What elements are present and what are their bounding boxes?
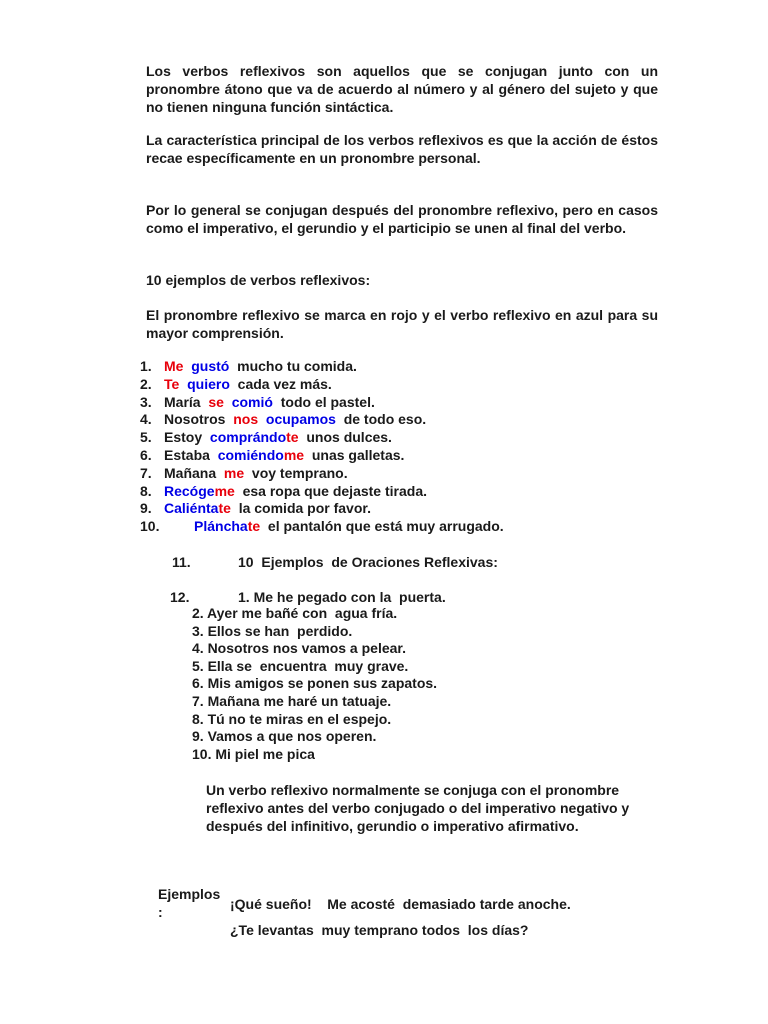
example-text (194, 518, 504, 536)
list-item: 8. Tú no te miras en el espejo. (192, 710, 392, 727)
example-item (140, 500, 700, 518)
list-item: 2. Ayer me bañé con agua fría. (192, 605, 398, 621)
example-fragment: voy temprano. (244, 464, 348, 481)
ejemplos-label: Ejemplos (158, 886, 221, 902)
list-item: 10. Mi piel me pica (192, 745, 315, 762)
item-11-number: 11. (172, 554, 191, 570)
reflexive-pronoun: me (283, 446, 305, 463)
example-fragment: María (164, 393, 209, 410)
example-text (164, 394, 375, 412)
example-number: 9. (140, 500, 152, 517)
example-fragment: Estaba (164, 446, 218, 463)
examples-heading: 10 ejemplos de verbos reflexivos: (146, 272, 371, 288)
example-item (140, 376, 700, 394)
reflexive-pronoun: te (218, 500, 231, 517)
example-fragment (224, 394, 232, 410)
reflexive-pronoun: Me (164, 358, 184, 374)
item-12-sentence: 1. Me he pegado con la puerta. (238, 589, 446, 605)
reflexive-verb-examples-list (140, 358, 700, 536)
example-number: 8. (140, 482, 152, 499)
example-fragment: mucho tu comida. (229, 358, 357, 374)
example-item (140, 518, 700, 536)
list-item: 4. Nosotros nos vamos a pelear. (192, 640, 406, 657)
example-fragment: Nosotros (164, 411, 234, 428)
reflexive-verb: Recóge (164, 482, 215, 499)
list-item: 5. Ella se encuentra muy grave. (192, 657, 409, 674)
example-fragment (258, 411, 266, 427)
example-number: 10. (140, 518, 160, 535)
list-item: 3. Ellos se han perdido. (192, 622, 353, 639)
list-item: 6. Mis amigos se ponen sus zapatos. (192, 675, 438, 692)
example-fragment: unas galletas. (304, 446, 405, 463)
reflexive-verb: gustó (191, 358, 230, 374)
reflexive-sentences-list (192, 605, 437, 781)
reflexive-verb: quiero (187, 375, 230, 392)
example-item (140, 394, 700, 412)
example-item (140, 429, 700, 447)
example-item (140, 483, 700, 501)
reflexive-verb: comiéndo (217, 446, 284, 463)
reflexive-verb: comió (231, 393, 273, 410)
example-fragment: Mañana (164, 464, 224, 481)
reflexive-pronoun: te (247, 518, 261, 535)
example-fragment (179, 376, 187, 392)
example-text (164, 483, 427, 501)
example-text (164, 465, 348, 483)
list-item: 7. Mañana me haré un tatuaje. (192, 692, 392, 709)
paragraph-color-legend: El pronombre reflexivo se marca en rojo y el verbo reflexivo en azul para su mayor comprensión. (146, 307, 658, 341)
example-fragment: esa ropa que dejaste tirada. (234, 482, 427, 499)
example-text (164, 447, 404, 465)
reflexive-pronoun: nos (233, 411, 259, 428)
example-number: 5. (140, 429, 152, 446)
conjugation-note: Un verbo reflexivo normalmente se conjuga con el pronombre reflexivo antes del verbo conjugado o del imperativo negativo y después del infinitivo, gerundio o imperativo afirmativo. (206, 782, 630, 834)
example-fragment: todo el pastel. (272, 393, 375, 410)
example-number: 2. (140, 375, 152, 392)
ejemplos-label-colon: : (158, 904, 163, 920)
example-fragment: la comida por favor. (230, 500, 371, 517)
item-12-number: 12. (170, 589, 190, 605)
reflexive-pronoun: me (223, 464, 245, 481)
example-text (164, 358, 357, 376)
reflexive-pronoun: Te (164, 375, 180, 392)
paragraph-definition: Los verbos reflexivos son aquellos que se conjugan junto con un pronombre átono que va de acuerdo al número y al género del sujeto y que no tienen ninguna función sintáctica. (146, 63, 658, 115)
reflexive-pronoun: te (286, 429, 299, 446)
list-item (192, 763, 437, 781)
paragraph-general-rule: Por lo general se conjugan después del pronombre reflexivo, pero en casos como el imperativo, el gerundio y el participio se unen al final del verbo. (146, 202, 658, 236)
paragraph-main-feature: La característica principal de los verbos reflexivos es que la acción de éstos recae específicamente en un pronombre personal. (146, 132, 658, 166)
list-item: 9. Vamos a que nos operen. (192, 728, 377, 745)
example-fragment: el pantalón que está muy arrugado. (260, 518, 504, 535)
example-text (164, 411, 426, 429)
reflexive-pronoun: me (214, 482, 235, 499)
example-fragment: Estoy (164, 429, 210, 446)
reflexive-verb: Caliénta (164, 500, 219, 517)
example-number: 7. (140, 464, 152, 481)
example-sentence-1: ¡Qué sueño! Me acosté demasiado tarde anoche. (230, 896, 571, 912)
example-item (140, 358, 700, 376)
example-fragment: unos dulces. (298, 429, 392, 446)
reflexive-verb: ocupamos (265, 411, 336, 428)
example-fragment: de todo eso. (335, 411, 427, 428)
example-item (140, 447, 700, 465)
example-item (140, 465, 700, 483)
reflexive-pronoun: se (208, 393, 224, 410)
example-text (164, 500, 371, 518)
example-text (164, 376, 332, 394)
example-number: 6. (140, 446, 152, 463)
example-number: 1. (140, 358, 152, 374)
example-number: 4. (140, 411, 152, 428)
item-11-heading: 10 Ejemplos de Oraciones Reflexivas: (238, 554, 498, 570)
reflexive-verb: comprándo (209, 429, 287, 446)
example-item (140, 411, 700, 429)
example-text (164, 429, 392, 447)
example-sentence-2: ¿Te levantas muy temprano todos los días? (230, 922, 529, 938)
example-fragment: cada vez más. (229, 375, 332, 392)
reflexive-verb: Plánchа (194, 518, 248, 535)
example-number: 3. (140, 393, 152, 410)
